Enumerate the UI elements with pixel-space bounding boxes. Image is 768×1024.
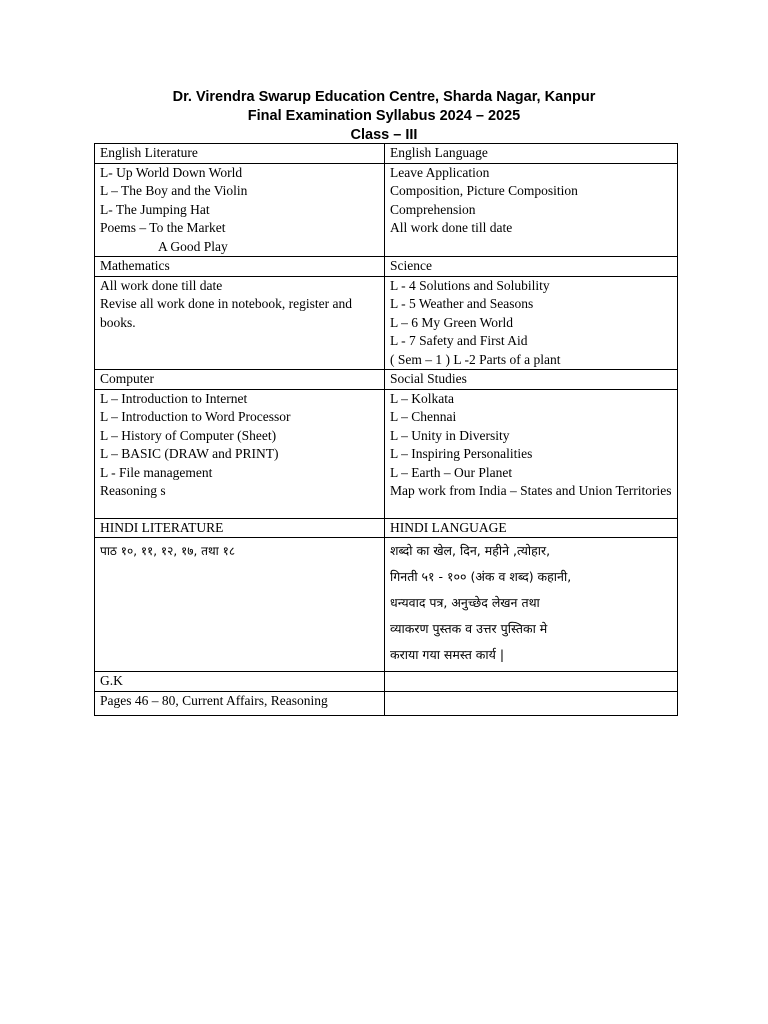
subject-heading-hindi-literature: HINDI LITERATURE bbox=[95, 518, 385, 538]
list-item: पाठ १०, ११, १२, १७, तथा १८ bbox=[100, 544, 236, 558]
list-item: All work done till date bbox=[390, 220, 513, 235]
english-literature-content bbox=[95, 163, 385, 257]
gk-content bbox=[95, 691, 385, 715]
table-row bbox=[95, 276, 678, 370]
hindi-language-content bbox=[385, 538, 678, 672]
list-item: L – Introduction to Word Processor bbox=[100, 409, 291, 424]
computer-content bbox=[95, 389, 385, 518]
document-header bbox=[0, 88, 768, 145]
list-item: Reasoning s bbox=[100, 483, 166, 498]
hindi-literature-content bbox=[95, 538, 385, 672]
social-studies-content bbox=[385, 389, 678, 518]
list-item: L - 7 Safety and First Aid bbox=[390, 333, 528, 348]
list-item: Leave Application bbox=[390, 164, 490, 180]
empty-cell bbox=[385, 691, 678, 715]
table-row bbox=[95, 144, 678, 164]
list-item: ( Sem – 1 ) L -2 Parts of a plant bbox=[390, 351, 561, 367]
list-item: व्याकरण पुस्तक व उत्तर पुस्तिका मे bbox=[390, 621, 548, 636]
list-item: L – History of Computer (Sheet) bbox=[100, 427, 277, 443]
list-item: L - 4 Solutions and Solubility bbox=[390, 277, 550, 293]
list-item: L – Introduction to Internet bbox=[100, 390, 248, 406]
table-row bbox=[95, 691, 678, 715]
list-item: L – Inspiring Personalities bbox=[390, 446, 533, 461]
table-row bbox=[95, 389, 678, 518]
list-item: धन्यवाद पत्र, अनुच्छेद लेखन तथा bbox=[390, 595, 540, 610]
list-item: L – 6 My Green World bbox=[390, 314, 514, 330]
syllabus-table bbox=[94, 143, 678, 716]
list-item: A Good Play bbox=[158, 238, 228, 254]
list-item: Map work from India – States and Union Territories bbox=[390, 483, 672, 498]
list-item: Comprehension bbox=[390, 201, 476, 217]
mathematics-content bbox=[95, 276, 385, 370]
subject-heading-social-studies: Social Studies bbox=[385, 370, 678, 390]
list-item: L- Up World Down World bbox=[100, 164, 243, 180]
subject-heading-mathematics: Mathematics bbox=[95, 257, 385, 277]
list-item: कराया गया समस्त कार्य | bbox=[390, 647, 505, 662]
list-item: L - File management bbox=[100, 464, 213, 480]
subject-heading-hindi-language: HINDI LANGUAGE bbox=[385, 518, 678, 538]
empty-cell bbox=[385, 672, 678, 692]
exam-title: Final Examination Syllabus 2024 – 2025 bbox=[247, 108, 521, 124]
list-item: L – Chennai bbox=[390, 409, 457, 424]
list-item: L – BASIC (DRAW and PRINT) bbox=[100, 446, 279, 461]
school-name: Dr. Virendra Swarup Education Centre, Sharda Nagar, Kanpur bbox=[172, 89, 596, 105]
subject-heading-gk: G.K bbox=[95, 672, 385, 692]
list-item: Poems – To the Market bbox=[100, 220, 226, 235]
list-item: L – Earth – Our Planet bbox=[390, 464, 513, 480]
table-row bbox=[95, 672, 678, 692]
list-item: गिनती ५१ - १०० (अंक व शब्द) कहानी, bbox=[390, 569, 572, 584]
list-item: L – Unity in Diversity bbox=[390, 427, 510, 443]
list-item: L – The Boy and the Violin bbox=[100, 183, 248, 198]
subject-heading-english-literature: English Literature bbox=[95, 144, 385, 164]
list-item: L- The Jumping Hat bbox=[100, 201, 210, 217]
list-item: शब्दो का खेल, दिन, महीने ,त्योहार, bbox=[390, 543, 551, 558]
list-item: L – Kolkata bbox=[390, 390, 454, 406]
table-row bbox=[95, 257, 678, 277]
subject-heading-science: Science bbox=[385, 257, 678, 277]
table-row bbox=[95, 163, 678, 257]
list-item: L - 5 Weather and Seasons bbox=[390, 296, 534, 311]
science-content bbox=[385, 276, 678, 370]
table-row bbox=[95, 538, 678, 672]
list-item: All work done till date bbox=[100, 277, 223, 293]
table-row bbox=[95, 370, 678, 390]
table-row bbox=[95, 518, 678, 538]
list-item: Composition, Picture Composition bbox=[390, 183, 578, 198]
class-title: Class – III bbox=[350, 127, 418, 143]
subject-heading-english-language: English Language bbox=[385, 144, 678, 164]
english-language-content bbox=[385, 163, 678, 257]
list-item: Revise all work done in notebook, register and books. bbox=[100, 296, 352, 330]
list-item: Pages 46 – 80, Current Affairs, Reasoning bbox=[100, 692, 328, 708]
subject-heading-computer: Computer bbox=[95, 370, 385, 390]
